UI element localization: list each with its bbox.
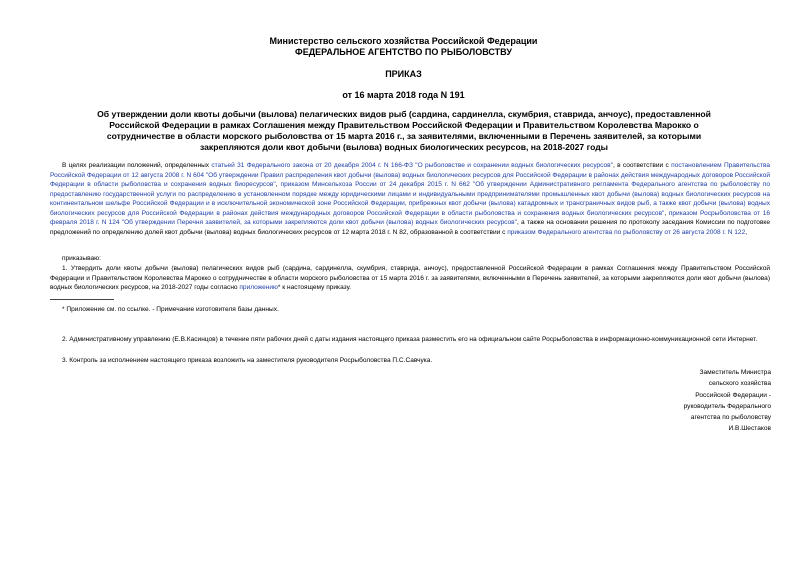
link-appendix[interactable]: приложению: [239, 284, 278, 291]
item-1-paragraph: [50, 264, 770, 293]
preamble-text: В целях реализации положений, определенных: [62, 162, 212, 169]
signature-line: руководитель Федерального: [683, 402, 771, 410]
preamble-text: ,: [664, 209, 669, 217]
item-2-paragraph: 2. Административному управлению (Е.В.Касинцов) в течение пяти рабочих дней с даты издания настоящего приказа разместить его на официальном сайте Росрыболовства в информационно-коммуникационной сети Интернет.: [62, 336, 758, 343]
footnote: * Приложение см. по ссылке. - Примечание изготовителя базы данных.: [62, 306, 279, 313]
preamble-text: , а также на основании решения по протоколу заседания Комиссии по подготовке предложений по определению долей квот добычи (вылова) водных биологических ресурсов от 12 марта 2018 г. N 82, образованной в соответствии с: [50, 219, 770, 236]
document-title: Об утверждении доли квоты добычи (вылова) пелагических видов рыб (сардина, сардинелла, скумбрия, ставрида, анчоус), предоставленной Российской Федерации в рамках Соглашения между Правительством Российской Федерации и Правительством Королевства Марокко о сотрудничестве в области морского рыболовства от 15 марта 2016 г., за заявителями, включенными в Перечень заявителей, за которыми закрепляются доли квот добычи (вылова) водных биологических ресурсов, на 2018-2027 годы: [97, 109, 711, 152]
link-order-662[interactable]: приказом Минсельхоза России от 24 декабря 2015 г. N 662 "Об утверждении Административного регламента Федерального агентства по рыболовству по предоставлению государственной услуги по распределению в установленном порядке между юридическими лицами и индивидуальными предпринимателями промышленных квот добычи (вылова) водных биологических ресурсов на континентальном шельфе Российской Федерации и в исключительной экономической зоне Российской Федерации, прибрежных квот добычи (вылова) катадромных и трансграничных видов рыб, а также квот добычи (вылова) водных биологических ресурсов для Российской Федерации в районах действия международных договоров Российской Федерации в области рыболовства и сохранения водных биологических ресурсов": [50, 181, 770, 217]
document-date-number: от 16 марта 2018 года N 191: [342, 90, 465, 100]
orders-label: приказываю:: [62, 255, 101, 262]
signature-line: Заместитель Министра: [699, 369, 771, 376]
link-order-124[interactable]: приказом Росрыболовства от 16 февраля 2018 г. N 124 "Об утверждении Перечня заявителей, за которыми закрепляются доли квот добычи (вылова) водных биологических ресурсов": [50, 209, 770, 226]
preamble-text: , в соответствии с: [612, 162, 672, 169]
footnote-separator: [50, 299, 114, 300]
item-3-paragraph: 3. Контроль за исполнением настоящего приказа возложить на заместителя руководителя Росрыболовства П.С.Савчука.: [62, 357, 433, 364]
agency-name: ФЕДЕРАЛЬНОЕ АГЕНТСТВО ПО РЫБОЛОВСТВУ: [295, 47, 512, 57]
link-federal-law-166[interactable]: статьей 31 Федерального закона от 20 декабря 2004 г. N 166-ФЗ "О рыболовстве и сохранении водных биологических ресурсов": [211, 162, 613, 169]
ministry-name: Министерство сельского хозяйства Российской Федерации: [269, 36, 538, 46]
signature-line: сельского хозяйства: [708, 380, 771, 388]
signature-line: Российской Федерации -: [695, 391, 771, 399]
preamble-text: ,: [275, 181, 281, 188]
signatory-name: И.В.Шестаков: [728, 425, 771, 433]
preamble-text: ,: [745, 228, 748, 236]
item-1-text: 1. Утвердить доли квоты добычи (вылова) пелагических видов рыб (сардина, сардинелла, скумбрия, ставрида, анчоус), предоставленной Российской Федерации в рамках Соглашения между Правительством Российской Федерации и Правительством Королевства Марокко о сотрудничестве в области морского рыболовства от 15 марта 2016 г. за заявителями, включенными в Перечень заявителей, за которыми закрепляются доли квот добычи (вылова) водных биологических ресурсов, на 2018-2027 годы согласно: [50, 265, 770, 291]
signature-block: [684, 367, 771, 435]
link-government-decree-604[interactable]: постановлением Правительства Российской Федерации от 12 августа 2008 г. N 604 "Об утверждении Правил распределения квот добычи (вылова) водных биологических ресурсов для Российской Федерации в районах действия международных договоров Российской Федерации в области рыболовства и сохранения водных биоресурсов": [50, 162, 770, 188]
signature-line: агентства по рыболовству: [690, 414, 771, 422]
document-type: ПРИКАЗ: [385, 69, 422, 79]
preamble-paragraph: [50, 161, 770, 237]
item-1-tail: * к настоящему приказу.: [277, 284, 352, 291]
link-order-122[interactable]: приказом Федерального агентства по рыболовству от 26 августа 2008 г. N 122: [507, 228, 746, 236]
